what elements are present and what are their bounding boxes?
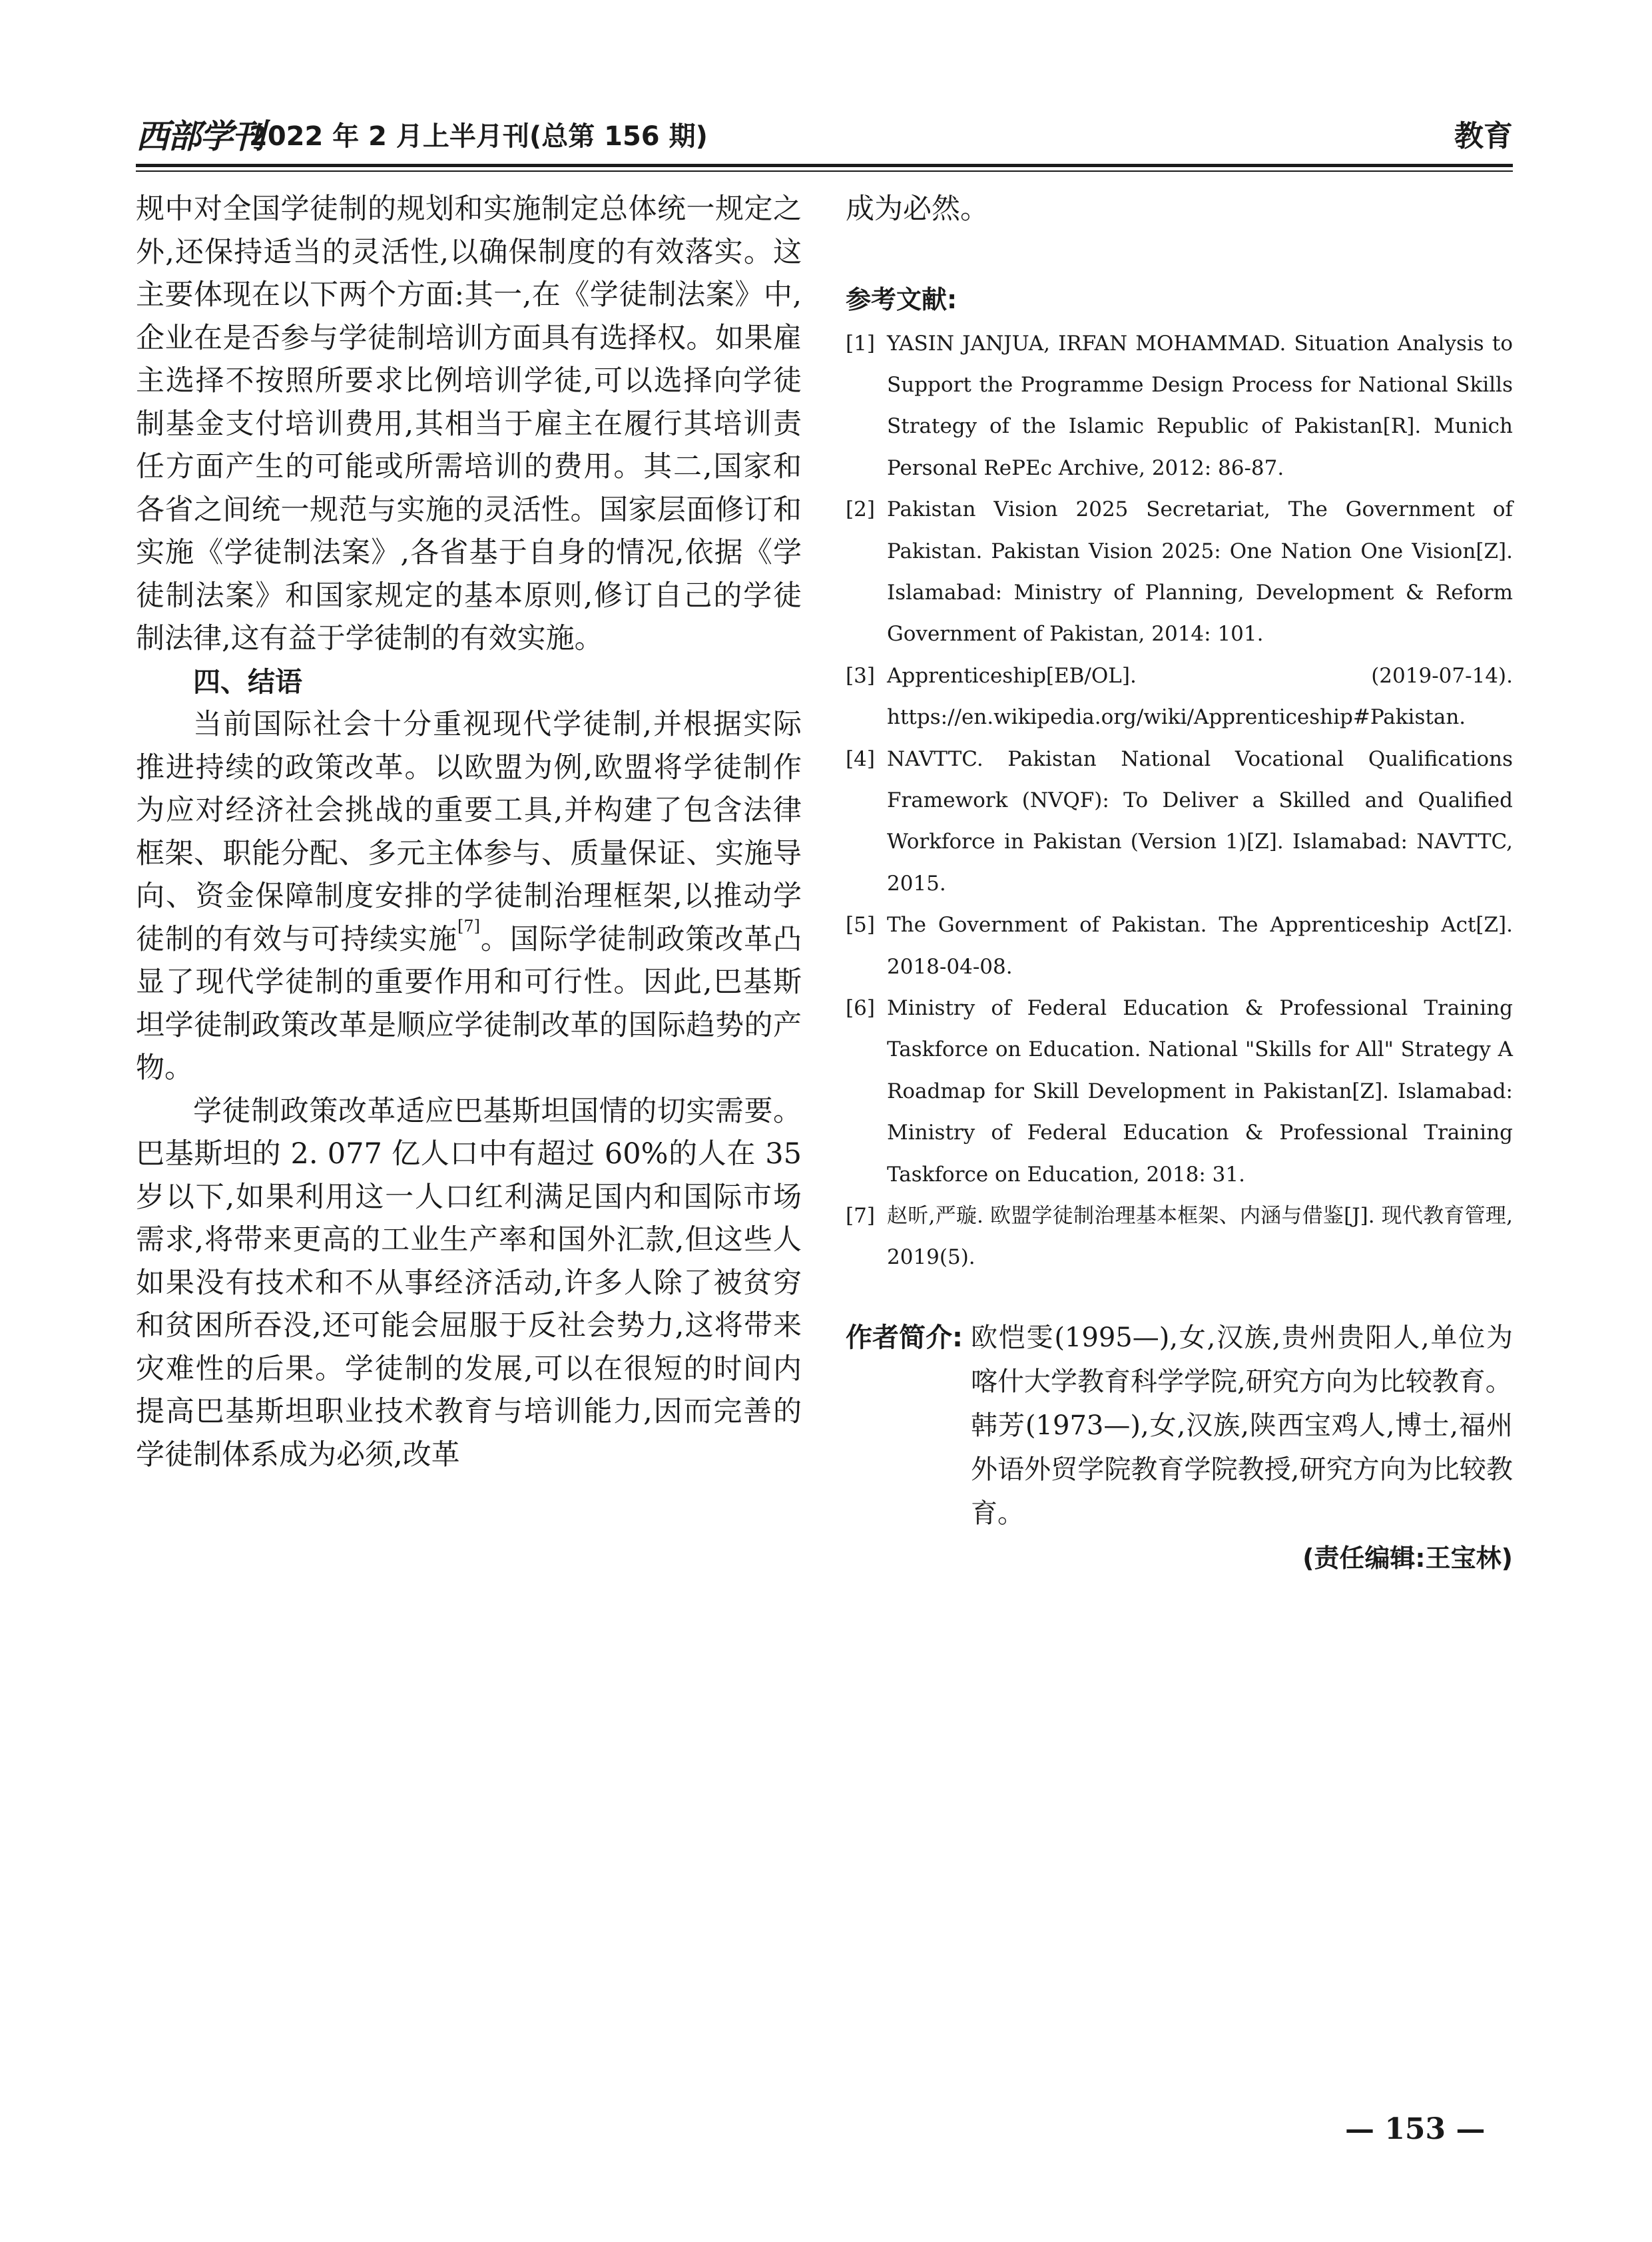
reference-number: [5] <box>846 913 875 938</box>
section-name: 教育 <box>1454 119 1513 153</box>
reference-text: The Government of Pakistan. The Apprenticeship Act[Z]. 2018-04-08. <box>887 913 1513 979</box>
issue-info: 2022 年 2 月上半月刊(总第 156 期) <box>249 121 708 152</box>
reference-number: [4] <box>846 746 875 771</box>
reference-number: [3] <box>846 663 875 688</box>
reference-text: Apprenticeship[EB/OL]. (2019-07-14). https://en.wikipedia.org/wiki/Apprenticeship#Pakistan. <box>887 663 1513 730</box>
header-rule <box>136 164 1513 167</box>
responsible-editor: (责任编辑:王宝林) <box>1302 1543 1513 1573</box>
reference-item <box>846 489 1513 655</box>
paragraph-text: 。国际学徒制政策改革凸显了现代学徒制的重要作用和可行性。因此,巴基斯坦学徒制政策改革是顺应学徒制改革的国际趋势的产物。 <box>136 922 802 1085</box>
reference-list <box>846 323 1513 1278</box>
reference-number: [2] <box>846 497 875 522</box>
author-bio-label: 作者简介: <box>846 1322 963 1353</box>
reference-item <box>846 655 1513 738</box>
references-heading: 参考文献: <box>846 284 958 314</box>
author-bio <box>846 1316 1513 1536</box>
section-heading: 四、结语 <box>193 665 302 698</box>
body-paragraph: 规中对全国学徒制的规划和实施制定总体统一规定之外,还保持适当的灵活性,以确保制度的有效落实。这主要体现在以下两个方面:其一,在《学徒制法案》中,企业在是否参与学徒制培训方面具有选择权。如果雇主选择不按照所要求比例培训学徒,可以选择向学徒制基金支付培训费用,其相当于雇主在履行其培训责任方面产生的可能或所需培训的费用。其二,国家和各省之间统一规范与实施的灵活性。国家层面修订和实施《学徒制法案》,各省基于自身的情况,依据《学徒制法案》和国家规定的基本原则,修订自己的学徒制法律,这有益于学徒制的有效实施。 <box>136 192 802 655</box>
reference-text: Pakistan Vision 2025 Secretariat, The Government of Pakistan. Pakistan Vision 2025: One Nation One Vision[Z]. Islamabad: Ministry of Planning, Development & Reform Government of Pakistan, 2014: 101. <box>887 497 1513 647</box>
reference-number: [1] <box>846 331 875 356</box>
reference-text: NAVTTC. Pakistan National Vocational Qualifications Framework (NVQF): To Deliver a Skilled and Qualified Workforce in Pakistan (Version 1)[Z]. Islamabad: NAVTTC, 2015. <box>887 746 1513 896</box>
reference-text: Ministry of Federal Education & Professional Training Taskforce on Education. National "Skills for All" Strategy A Roadmap for Skill Development in Pakistan[Z]. Islamabad: Ministry of Federal Education & Professional Training Taskforce on Education, 2018: 31. <box>887 996 1513 1187</box>
reference-item <box>846 1195 1513 1278</box>
reference-number: [7] <box>846 1204 875 1229</box>
page-number: — 153 — <box>1345 2112 1486 2146</box>
header-rule-thin <box>136 170 1513 172</box>
author-bio-text: 韩芳(1973—),女,汉族,陕西宝鸡人,博士,福州外语外贸学院教育学院教授,研究方向为比较教育。 <box>971 1410 1513 1529</box>
reference-item <box>846 323 1513 489</box>
reference-item <box>846 987 1513 1195</box>
body-paragraph: 学徒制政策改革适应巴基斯坦国情的切实需要。巴基斯坦的 2. 077 亿人口中有超过 60%的人在 35 岁以下,如果利用这一人口红利满足国内和国际市场需求,将带来更高的工业生产率和国外汇款,但这些人如果没有技术和不从事经济活动,许多人除了被贫穷和贫困所吞没,还可能会屈服于反社会势力,这将带来灾难性的后果。学徒制的发展,可以在很短的时间内提高巴基斯坦职业技术教育与培训能力,因而完善的学徒制体系成为必须,改革 <box>136 1094 802 1472</box>
paragraph-text: 当前国际社会十分重视现代学徒制,并根据实际推进持续的政策改革。以欧盟为例,欧盟将学徒制作为应对经济社会挑战的重要工具,并构建了包含法律框架、职能分配、多元主体参与、质量保证、实施导向、资金保障制度安排的学徒制治理框架,以推动学徒制的有效与可持续实施 <box>136 708 802 956</box>
journal-logo: 西部学刊 <box>136 117 264 156</box>
reference-item <box>846 904 1513 987</box>
body-paragraph-continuation: 成为必然。 <box>846 192 989 226</box>
body-paragraph <box>136 703 802 1090</box>
reference-number: [6] <box>846 996 875 1020</box>
running-header <box>136 113 1513 160</box>
author-bio-text: 欧恺雯(1995—),女,汉族,贵州贵阳人,单位为喀什大学教育科学学院,研究方向为比较教育。 <box>971 1322 1513 1397</box>
reference-text: YASIN JANJUA, IRFAN MOHAMMAD. Situation Analysis to Support the Programme Design Process for National Skills Strategy of the Islamic Republic of Pakistan[R]. Munich Personal RePEc Archive, 2012: 86-87. <box>887 331 1513 480</box>
citation-marker: [7] <box>457 916 480 936</box>
reference-item <box>846 738 1513 905</box>
left-column <box>136 188 802 1476</box>
right-column <box>846 188 1513 1579</box>
reference-text: 赵昕,严璇. 欧盟学徒制治理基本框架、内涵与借鉴[J]. 现代教育管理, 2019(5). <box>887 1204 1513 1270</box>
